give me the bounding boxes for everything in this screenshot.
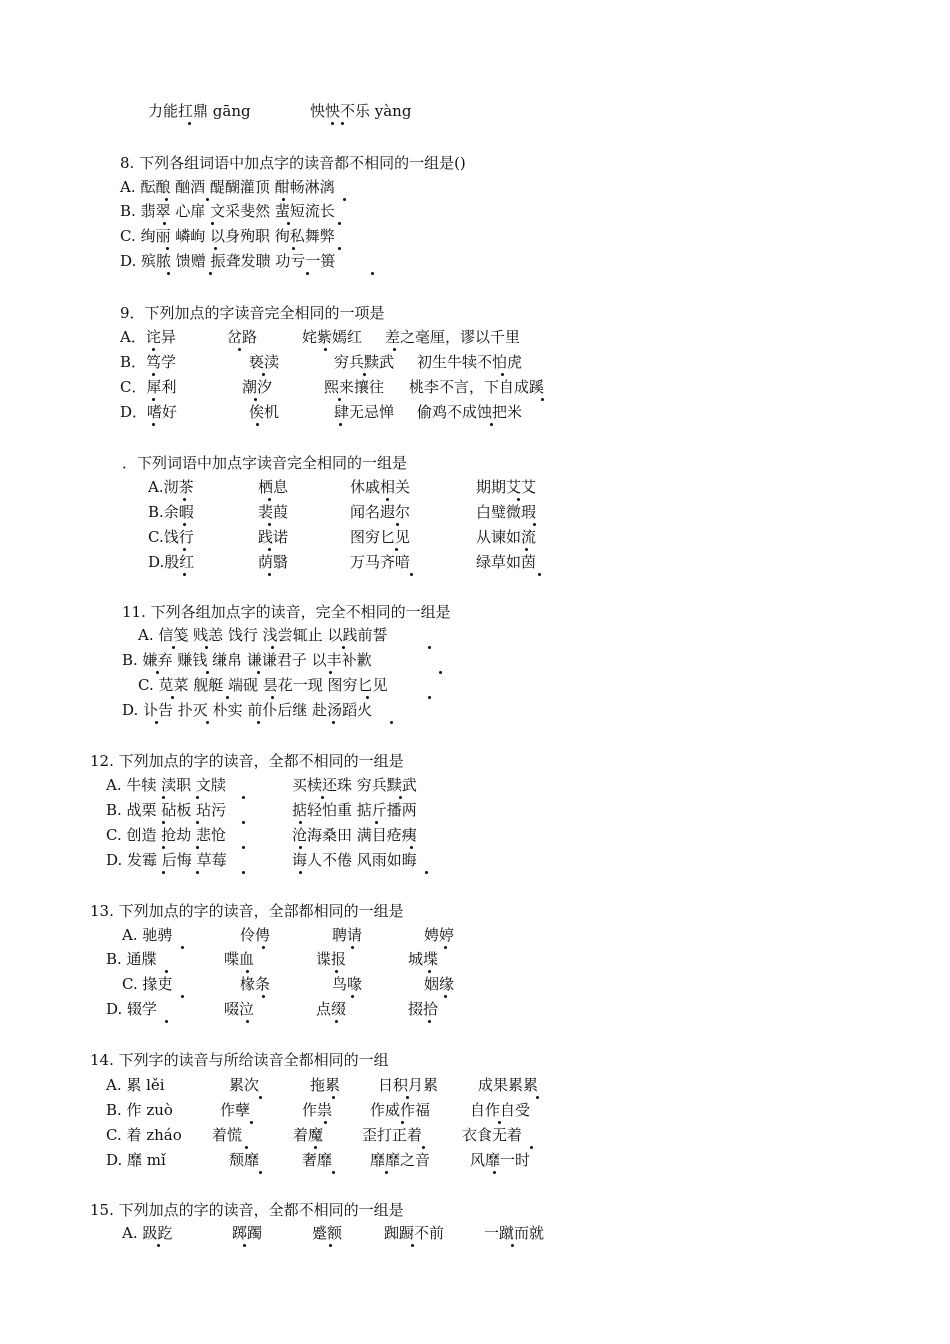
text-segment: 差之毫厘，谬以千里 [385, 328, 521, 346]
emphasis-dot [262, 946, 265, 949]
text-segment: 俟机 [249, 403, 280, 421]
emphasis-dot [181, 995, 184, 998]
emphasis-dot [541, 398, 544, 401]
emphasis-dot [332, 1096, 335, 1099]
text-segment: 11. 下列各组加点字的读音，完全不相同的一组是 [122, 603, 451, 621]
text-segment: 姻缘 [424, 975, 455, 993]
emphasis-dot [155, 721, 158, 724]
text-segment: 自作自受 [470, 1101, 531, 1119]
emphasis-dot [262, 995, 265, 998]
emphasis-dot [242, 796, 245, 799]
text-segment: 娉婷 [424, 926, 455, 944]
text-segment: 椽条 [240, 975, 271, 993]
text-segment: A. 累 lěi [106, 1076, 165, 1094]
text-segment: 衣食无着 [462, 1126, 523, 1144]
text-segment: C. 绚丽 嶙峋 以身殉职 徇私舞弊 [120, 227, 335, 245]
text-segment: 鸟喙 [332, 975, 363, 993]
text-segment: C. 掾吏 [122, 975, 173, 993]
text-segment: D. 殡脓 馈赠 振聋发聩 功亏一篑 [120, 252, 336, 270]
text-segment: 城堞 [408, 950, 439, 968]
text-segment: 靡靡之音 [370, 1151, 431, 1169]
text-segment: 沧海桑田 满目疮痍 [292, 826, 417, 844]
text-segment: 掇拾 [408, 1000, 439, 1018]
emphasis-dot [385, 1171, 388, 1174]
emphasis-dot [268, 573, 271, 576]
emphasis-dot [428, 646, 431, 649]
emphasis-dot [299, 871, 302, 874]
text-segment: 万马齐喑 [350, 553, 411, 571]
text-segment: 白璧微瑕 [476, 503, 537, 521]
emphasis-dot [242, 821, 245, 824]
text-segment: 亵渎 [249, 353, 280, 371]
text-segment: 岔路 [227, 328, 258, 346]
text-segment: 聘请 [332, 926, 363, 944]
text-segment: A．诧异 [120, 328, 176, 346]
text-segment: 15. 下列加点的字的读音，全都不相同的一组是 [90, 1201, 404, 1219]
text-segment: 闻名遐尔 [350, 503, 411, 521]
text-segment: D．嗜好 [120, 403, 178, 421]
emphasis-dot [250, 1121, 253, 1124]
text-segment: 荫翳 [258, 553, 289, 571]
emphasis-dot [324, 1121, 327, 1124]
emphasis-dot [343, 198, 346, 201]
text-segment: 伶俜 [240, 926, 271, 944]
text-segment: B. 翡翠 心扉 文采斐然 蜚短流长 [120, 202, 335, 220]
text-segment: D. 靡 mǐ [106, 1151, 166, 1169]
emphasis-dot [536, 1096, 539, 1099]
emphasis-dot [351, 995, 354, 998]
text-segment: 穷兵黩武 [334, 353, 395, 371]
text-segment: B. 通牒 [106, 950, 157, 968]
emphasis-dot [256, 423, 259, 426]
text-segment: B. 作 zuò [106, 1101, 173, 1119]
text-segment: 着慌 [212, 1126, 243, 1144]
emphasis-dot [196, 871, 199, 874]
emphasis-dot [243, 1244, 246, 1247]
emphasis-dot [341, 122, 344, 125]
text-segment: 栖息 [258, 478, 289, 496]
text-segment: 作威作福 [370, 1101, 431, 1119]
emphasis-dot [390, 721, 393, 724]
emphasis-dot [206, 721, 209, 724]
text-segment: A. 趿趷 [122, 1224, 173, 1242]
text-segment: 休戚相关 [350, 478, 411, 496]
emphasis-dot [444, 946, 447, 949]
emphasis-dot [181, 946, 184, 949]
text-segment: ．下列词语中加点字读音完全相同的一组是 [122, 454, 408, 472]
text-segment: 姹紫嫣红 [302, 328, 363, 346]
text-segment: 颓靡 [229, 1151, 260, 1169]
emphasis-dot [339, 423, 342, 426]
text-segment: 拖累 [310, 1076, 341, 1094]
text-segment: 肆无忌惮 [334, 403, 395, 421]
emphasis-dot [324, 348, 327, 351]
text-segment: D. 辍学 [106, 1000, 158, 1018]
text-segment: 力能扛鼎 gāng [148, 102, 251, 120]
text-segment: 买椟还珠 穷兵黩武 [292, 776, 417, 794]
emphasis-dot [188, 122, 191, 125]
text-segment: 潮汐 [242, 378, 273, 396]
emphasis-dot [338, 222, 341, 225]
emphasis-dot [242, 871, 245, 874]
emphasis-dot [371, 272, 374, 275]
text-segment: 桃李不言，下自成蹊 [409, 378, 545, 396]
emphasis-dot [331, 122, 334, 125]
text-segment: 从谏如流 [476, 528, 537, 546]
emphasis-dot [209, 272, 212, 275]
emphasis-dot [259, 1171, 262, 1174]
text-segment: 8. 下列各组词语中加点字的读音都不相同的一组是() [120, 154, 466, 172]
emphasis-dot [332, 1171, 335, 1174]
text-segment: B. 嫌弃 赚钱 缣帛 谦谦君子 以丰补歉 [122, 651, 372, 669]
text-segment: A. 牛犊 渎职 文牍 [106, 776, 226, 794]
text-segment: 9．下列加点的字读音完全相同的一项是 [120, 304, 385, 322]
emphasis-dot [338, 247, 341, 250]
text-segment: 怏怏不乐 yàng [310, 102, 412, 120]
emphasis-dot [152, 423, 155, 426]
text-segment: 一蹴而就 [484, 1224, 545, 1242]
text-segment: 13. 下列加点的字的读音，全部都相同的一组是 [90, 902, 404, 920]
emphasis-dot [530, 1146, 533, 1149]
text-segment: 作祟 [302, 1101, 333, 1119]
text-segment: 蹙额 [312, 1224, 343, 1242]
emphasis-dot [490, 423, 493, 426]
text-segment: C. 着 zháo [106, 1126, 182, 1144]
text-segment: 绿草如茵 [476, 553, 537, 571]
emphasis-dot [428, 1020, 431, 1023]
text-segment: B.余暇 [148, 503, 194, 521]
text-segment: A. 驰骋 [122, 926, 173, 944]
emphasis-dot [238, 348, 241, 351]
text-segment: D. 讣告 扑灭 朴实 前仆后继 赴汤蹈火 [122, 701, 373, 719]
text-segment: 初生牛犊不怕虎 [417, 353, 523, 371]
text-segment: 诲人不倦 风雨如晦 [292, 851, 417, 869]
text-segment: 作孽 [220, 1101, 251, 1119]
text-segment: 啜泣 [224, 1000, 255, 1018]
emphasis-dot [411, 1244, 414, 1247]
text-segment: A. 信笺 贱恙 饯行 浅尝辄止 以践前誓 [138, 626, 388, 644]
emphasis-dot [242, 846, 245, 849]
text-segment: 偷鸡不成蚀把米 [417, 403, 523, 421]
text-segment: 掂轻怕重 掂斤播两 [292, 801, 417, 819]
emphasis-dot [493, 1171, 496, 1174]
text-segment: 14. 下列字的读音与所给读音全都相同的一组 [90, 1051, 389, 1069]
text-segment: D. 发霉 后悔 草莓 [106, 851, 227, 869]
emphasis-dot [428, 696, 431, 699]
text-segment: 踯躅 [232, 1224, 263, 1242]
text-segment: C.饯行 [148, 528, 194, 546]
emphasis-dot [538, 573, 541, 576]
text-segment: 践诺 [258, 528, 289, 546]
text-segment: 熙来攘往 [324, 378, 385, 396]
text-segment: 12. 下列加点的字的读音，全都不相同的一组是 [90, 752, 404, 770]
text-segment: 日积月累 [378, 1076, 439, 1094]
emphasis-dot [444, 995, 447, 998]
text-segment: 着魔 [293, 1126, 324, 1144]
emphasis-dot [246, 1020, 249, 1023]
emphasis-dot [335, 1020, 338, 1023]
text-segment: 踟蹰不前 [384, 1224, 445, 1242]
text-segment: 期期艾艾 [476, 478, 537, 496]
emphasis-dot [329, 1244, 332, 1247]
emphasis-dot [259, 1096, 262, 1099]
emphasis-dot [410, 573, 413, 576]
text-segment: C. 创造 抢劫 悲怆 [106, 826, 227, 844]
emphasis-dot [306, 272, 309, 275]
text-segment: 成果累累 [478, 1076, 539, 1094]
text-segment: 图穷匕见 [350, 528, 411, 546]
emphasis-dot [425, 871, 428, 874]
emphasis-dot [257, 721, 260, 724]
emphasis-dot [157, 1244, 160, 1247]
emphasis-dot [165, 1020, 168, 1023]
text-segment: 裴葭 [258, 503, 289, 521]
emphasis-dot [167, 272, 170, 275]
text-segment: 歪打正着 [362, 1126, 423, 1144]
text-segment: D.殷红 [148, 553, 195, 571]
text-segment: B. 战栗 砧板 玷污 [106, 801, 227, 819]
text-segment: A. 酝酿 酗酒 醍醐灌顶 酣畅淋漓 [120, 178, 335, 196]
text-segment: C. 苋菜 舰艇 端砚 昙花一现 图穷匕见 [138, 676, 388, 694]
emphasis-dot [183, 573, 186, 576]
text-segment: A.沏茶 [148, 478, 194, 496]
text-segment: B．笃学 [120, 353, 177, 371]
text-segment: 累次 [229, 1076, 260, 1094]
emphasis-dot [511, 1244, 514, 1247]
text-segment: C．犀利 [120, 378, 177, 396]
text-segment: 点缀 [316, 1000, 347, 1018]
emphasis-dot [332, 721, 335, 724]
text-segment: 喋血 [224, 950, 255, 968]
text-segment: 风靡一时 [470, 1151, 531, 1169]
emphasis-dot [162, 871, 165, 874]
text-segment: 奢靡 [302, 1151, 333, 1169]
text-segment: 谍报 [316, 950, 347, 968]
emphasis-dot [351, 946, 354, 949]
emphasis-dot [439, 671, 442, 674]
